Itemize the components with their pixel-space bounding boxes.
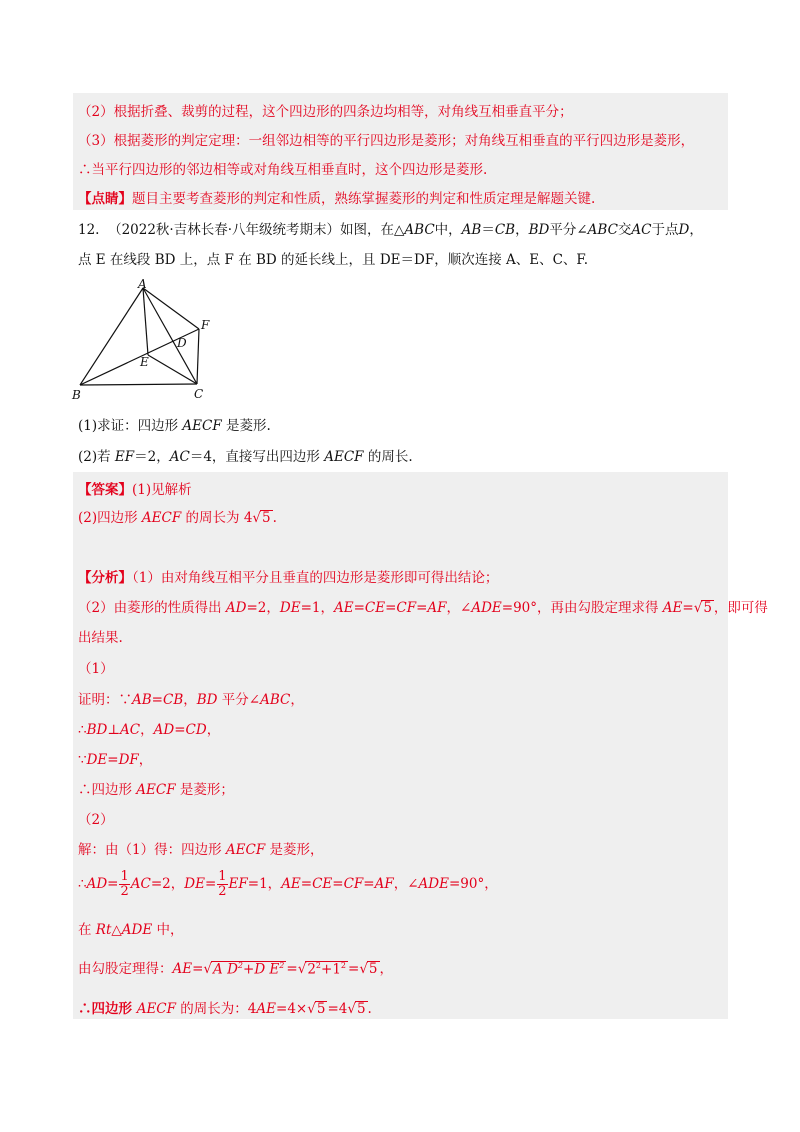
solution-line-de-df: ∵DE=DF，	[78, 752, 153, 768]
fraction-one-half: $\frac{1}{2}$	[120, 869, 129, 899]
top-line-2: （2）根据折叠、裁剪的过程，这个四边形的四条边均相等，对角线互相垂直平分；	[78, 104, 573, 120]
analysis-line-1: 【分析】（1）由对角线互相平分且垂直的四边形是菱形即可得出结论；	[78, 570, 499, 586]
radical-2-1: $2^2+1^2$	[307, 960, 346, 977]
solution-line-rt: 在 Rt△ADE 中，	[78, 922, 184, 938]
top-line-3: （3）根据菱形的判定定理：一组邻边相等的平行四边形是菱形；对角线互相垂直的平行四边形是菱形，	[78, 133, 695, 149]
solution-line-pythagoras: 由勾股定理得：AE=√A $D^2+D$ $E^2 =√2^2+1^2 =√5$ ，	[78, 960, 394, 977]
analysis-line-2: （2）由菱形的性质得出 AD=2，DE=1，AE=CE=CF=AF，∠ADE=90°，再由勾股定理求得 AE=√5 ，即可得	[78, 600, 768, 616]
answer-line-2: (2)四边形 AECF 的周长为 4√5 .	[78, 510, 277, 526]
segment-BC	[80, 384, 197, 385]
top-line-4: ∴当平行四边形的邻边相等或对角线互相垂直时，这个四边形是菱形.	[78, 162, 488, 178]
analysis-line-3: 出结果.	[78, 630, 123, 646]
label-E: E	[140, 355, 149, 369]
label-F: F	[201, 318, 210, 332]
solution-part-2-label: （2）	[78, 812, 114, 828]
solution-line-perp: ∴BD⊥AC，AD=CD，	[78, 722, 221, 738]
comment-tag: 【点睛】	[78, 191, 132, 207]
solution-line-rhombus: ∴四边形 AECF 是菱形；	[78, 782, 234, 798]
radical-ad-de: A $D^2+D$ $E^2$	[213, 960, 285, 977]
comment-text: 题目主要考查菱形的判定和性质，熟练掌握菱形的判定和性质定理是解题关键.	[132, 191, 596, 207]
solution-line-fractions: ∴AD= $\frac{1}{2}$ AC=2，DE= $\frac{1}{2}$ EF=1，AE=CE=CF=AF，∠ADE=90°，	[78, 869, 498, 899]
geometry-figure	[70, 278, 220, 406]
solution-line-from-1: 解：由（1）得：四边形 AECF 是菱形，	[78, 842, 324, 858]
segment-AF	[143, 288, 199, 329]
question-1: (1)求证：四边形 AECF 是菱形.	[78, 418, 271, 434]
segment-AC	[143, 288, 197, 384]
label-C: C	[194, 387, 204, 401]
segment-CE	[148, 355, 197, 384]
problem-source: （2022秋·吉林长春·八年级统考期末）	[108, 222, 341, 238]
label-B: B	[72, 388, 81, 402]
solution-part-1-label: （1）	[78, 661, 114, 677]
label-A: A	[138, 278, 147, 291]
label-D: D	[177, 336, 187, 350]
segment-AE	[143, 288, 148, 355]
solution-line-perimeter: ∴四边形 AECF 的周长为：4AE=4×√5 =4√5 .	[78, 1001, 372, 1017]
answer-tag: 【答案】	[78, 482, 132, 498]
solution-line-proof: 证明：∵AB=CB，BD 平分∠ABC，	[78, 692, 304, 708]
problem-stem-line-2: 点 E 在线段 BD 上，点 F 在 BD 的延长线上，且 DE＝DF，顺次连接 A、E、C、F.	[78, 252, 588, 268]
problem-number: 12.	[78, 222, 100, 238]
segment-CF	[197, 329, 199, 384]
analysis-tag: 【分析】	[78, 570, 132, 586]
answer-line-1: 【答案】(1)见解析	[78, 482, 192, 498]
problem-stem-line-1: 12. （2022秋·吉林长春·八年级统考期末）如图，在△ABC中，AB＝CB，BD平分∠ABC交AC于点D，	[78, 222, 703, 238]
fraction-one-half: $\frac{1}{2}$	[218, 869, 227, 899]
question-2: (2)若 EF＝2，AC＝4，直接写出四边形 AECF 的周长.	[78, 449, 413, 465]
comment-line	[78, 187, 595, 207]
